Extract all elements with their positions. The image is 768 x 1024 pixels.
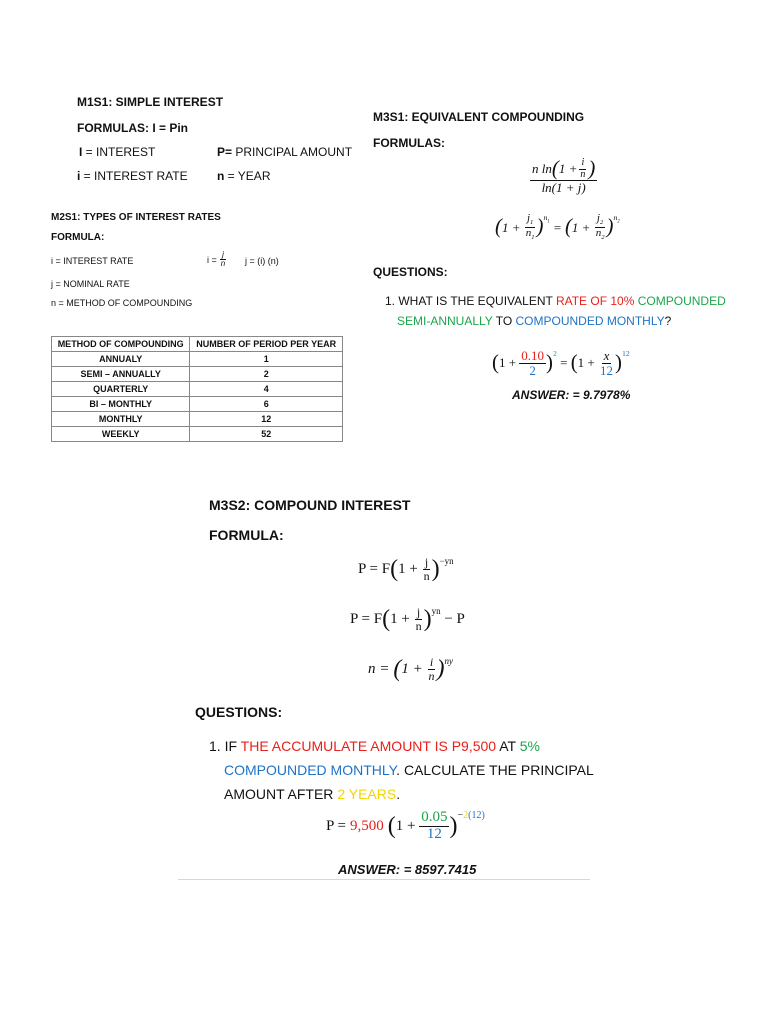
q1-amount-after: AMOUNT AFTER (224, 786, 338, 802)
compounding-table (51, 336, 343, 442)
table-cell: 6 (190, 397, 343, 412)
table-cell: ANNUALY (52, 352, 190, 367)
eq-exponent-2: 12 (621, 349, 630, 358)
i-eq-den: n (220, 259, 226, 269)
eq-x: x (603, 348, 610, 363)
table-cell: 52 (190, 427, 343, 442)
q1-period: . (396, 786, 401, 802)
table-cell: QUARTERLY (52, 382, 190, 397)
year-def: = YEAR (224, 169, 271, 183)
q1-number: 1. (385, 294, 399, 308)
m3s2-formula-1: P = F ( 1 + $\frac{j}{n}$ ) $^{-yn}$ (358, 555, 454, 583)
m3s1-question-1 (385, 291, 755, 331)
m3s2-title: M3S2: COMPOUND INTEREST (209, 497, 411, 513)
table-row (52, 352, 343, 367)
eq-periods-2: 12 (600, 362, 613, 378)
q1-years: 2 YEARS (337, 786, 397, 802)
table-row (52, 397, 343, 412)
m2s1-j-line: j = NOMINAL RATE (51, 279, 130, 289)
m2s1-i-line: i = INTEREST RATE (51, 256, 134, 266)
m3s2-formula-2: P = F ( 1 + $\frac{j}{n}$ ) $^{yn}$ − P (350, 605, 465, 633)
table-cell: MONTHLY (52, 412, 190, 427)
q1-to: TO (492, 314, 516, 328)
m3s1-questions: QUESTIONS: (373, 265, 448, 279)
table-row (52, 412, 343, 427)
m3s2-formula: FORMULA: (209, 527, 284, 543)
q1-compounded: COMPOUNDED (634, 294, 726, 308)
m3s2-formula-3: n = ( 1 + $\frac{i}{n}$ ) $^{ny}$ (368, 655, 453, 683)
q1-compounded-monthly: COMPOUNDED MONTHLY (224, 762, 397, 778)
table-cell: BI – MONTHLY (52, 397, 190, 412)
table-header: NUMBER OF PERIOD PER YEAR (190, 337, 343, 352)
rate-symbol: i (77, 169, 81, 183)
interest-symbol: I (79, 145, 83, 159)
table-row (52, 382, 343, 397)
m1s1-principal-line (217, 145, 352, 159)
q1-monthly: COMPOUNDED MONTHLY (515, 314, 665, 328)
q1-text: WHAT IS THE EQUIVALENT (398, 294, 556, 308)
m3s2-answer: ANSWER: = 8597.7415 (338, 862, 477, 877)
m1s1-title: M1S1: SIMPLE INTEREST (77, 95, 224, 109)
i-eq-fraction (219, 251, 227, 269)
interest-def: = INTEREST (82, 145, 156, 159)
divider (178, 879, 590, 880)
q1-if: IF (224, 738, 241, 754)
q1-semi-annually: SEMI-ANNUALLY (397, 314, 493, 328)
m1s1-year-line (217, 169, 270, 183)
eq-rate: 0.05 (421, 809, 448, 825)
eq-periods-exp: (12) (468, 810, 485, 821)
i-eq-num: j (222, 250, 224, 259)
eq-periods: 12 (426, 825, 442, 842)
table-header-row (52, 337, 343, 352)
table-row (52, 427, 343, 442)
q1-qmark: ? (664, 314, 672, 328)
rate-def: = INTEREST RATE (80, 169, 188, 183)
m3s2-question-1 (209, 734, 609, 806)
table-header: METHOD OF COMPOUNDING (52, 337, 190, 352)
m3s1-formula-1: n ln ( 1 + $\frac{i}{n}$ ) ln(1 + j) (532, 156, 596, 195)
table-cell: 4 (190, 382, 343, 397)
m3s2-questions: QUESTIONS: (195, 704, 283, 720)
m3s1-answer: ANSWER: = 9.7978% (512, 388, 631, 402)
q1-number: 1. (209, 738, 225, 754)
m3s1-title: M3S1: EQUIVALENT COMPOUNDING (373, 110, 585, 124)
m2s1-formula: FORMULA: (51, 232, 105, 243)
table-cell: 1 (190, 352, 343, 367)
eq-principal: 9,500 (350, 817, 384, 834)
table-row (52, 367, 343, 382)
principal-symbol: P= (217, 145, 233, 159)
table-cell: WEEKLY (52, 427, 190, 442)
m3s1-formula-2: ( 1 + $\frac{j_1}{n_1}$ ) $^{n_1}$ = ( 1 + $\frac{j_2}{n_2}$ ) $^{n_2}$ (495, 212, 620, 242)
m2s1-i-equation (207, 251, 227, 269)
m2s1-title: M2S1: TYPES OF INTEREST RATES (51, 212, 221, 223)
m1s1-interest-line (79, 145, 155, 159)
table-cell: 12 (190, 412, 343, 427)
eq-periods: 2 (529, 362, 536, 378)
q1-at: AT (496, 738, 520, 754)
year-symbol: n (217, 169, 225, 183)
m2s1-n-line: n = METHOD OF COMPOUNDING (51, 298, 193, 308)
eq-rate: 0.10 (521, 348, 545, 363)
m1s1-rate-line (77, 169, 188, 183)
m3s2-answer-equation: P = 9,500 ( 1 + $\frac{0.05}{12}$ ) $^{-2(12)}$ (326, 809, 485, 842)
m1s1-formulas: FORMULAS: I = Pin (77, 121, 188, 135)
q1-rate: 5% (519, 738, 540, 754)
table-cell: SEMI – ANNUALLY (52, 367, 190, 382)
principal-def: PRINCIPAL AMOUNT (232, 145, 353, 159)
eq-years: 2 (463, 810, 469, 821)
q1-accumulate-amount: THE ACCUMULATE AMOUNT IS P9,500 (240, 738, 497, 754)
q1-rate: RATE OF 10% (555, 294, 635, 308)
q1-calc: . CALCULATE THE PRINCIPAL (396, 762, 594, 778)
i-eq-lhs: i = (207, 254, 217, 265)
m3s1-formulas: FORMULAS: (373, 136, 445, 150)
m3s1-answer-equation: ( 1 + $\frac{0.10}{2}$ ) $^2$ = ( 1 + $\frac{x}{12}$ ) $^{12}$ (492, 348, 630, 378)
table-cell: 2 (190, 367, 343, 382)
eq-exponent: 2 (552, 349, 557, 358)
m2s1-j-equation: j = (i) (n) (245, 256, 279, 266)
